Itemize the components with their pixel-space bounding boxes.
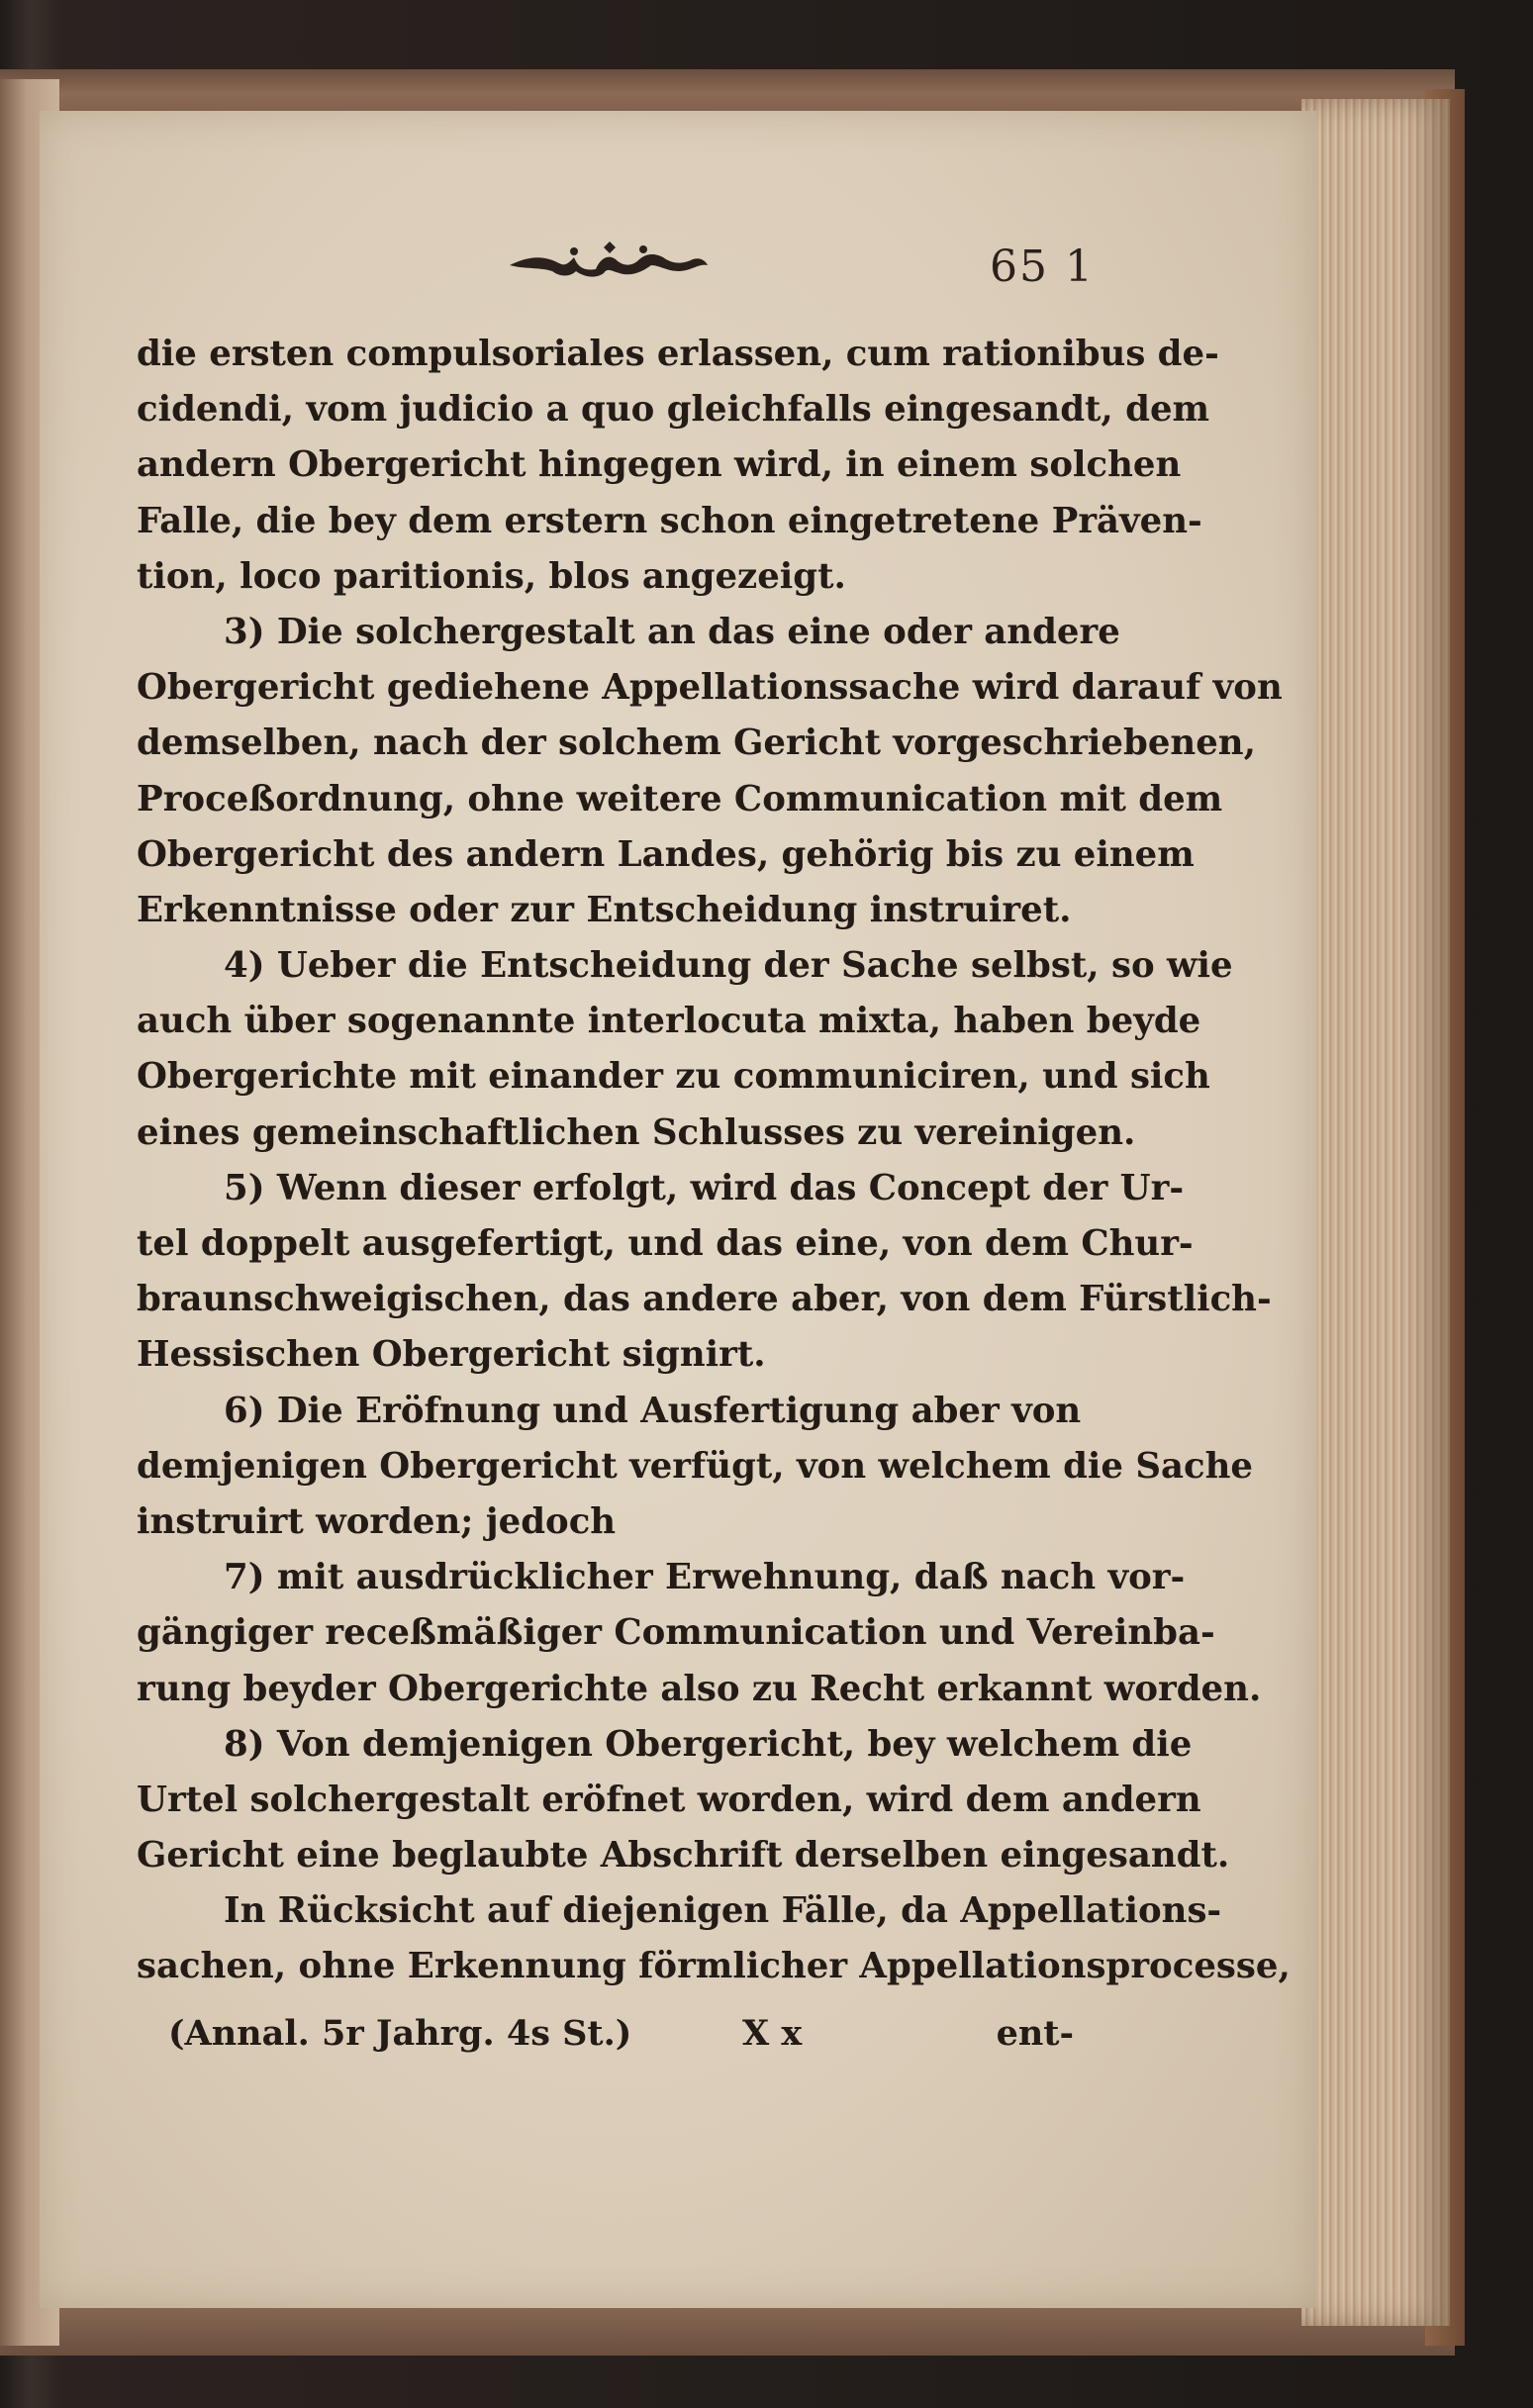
text-line: cidendi, vom judicio a quo gleichfalls eingesandt, dem [137, 389, 1210, 431]
text-line: 3) Die solchergestalt an das eine oder andere [224, 611, 1120, 652]
text-line: die ersten compulsoriales erlassen, cum rationibus de- [137, 334, 1219, 374]
page-footer [168, 2005, 1074, 2061]
text-line: Obergericht gediehene Appellationssache wird darauf von [137, 667, 1283, 709]
text-line: rung beyder Obergerichte also zu Recht erkannt worden. [137, 1668, 1262, 1709]
text-line: tel doppelt ausgefertigt, und das eine, von dem Chur- [137, 1223, 1194, 1264]
text-line: Obergerichte mit einander zu communiciren, und sich [137, 1056, 1210, 1098]
ornament-icon [505, 238, 713, 287]
text-line: 7) mit ausdrücklicher Erwehnung, daß nach vor- [224, 1557, 1186, 1598]
text-line: andern Obergericht hingegen wird, in einem solchen [137, 444, 1182, 486]
text-line: 6) Die Eröfnung und Ausfertigung aber von [224, 1390, 1082, 1431]
text-line: Urtel solchergestalt eröfnet worden, wird dem andern [137, 1779, 1201, 1820]
text-line: eines gemeinschaftlichen Schlusses zu vereinigen. [137, 1111, 1136, 1153]
text-line: In Rücksicht auf diejenigen Fälle, da Appellations- [224, 1890, 1222, 1932]
text-line: 8) Von demjenigen Obergericht, bey welchem die [224, 1723, 1193, 1765]
text-line: Obergericht des andern Landes, gehörig bis zu einem [137, 833, 1195, 875]
text-line: auch über sogenannte interlocuta mixta, haben beyde [137, 1001, 1201, 1042]
page-number: 65 1 [990, 241, 1095, 292]
text-line: demselben, nach der solchem Gericht vorgeschriebenen, [137, 722, 1256, 764]
text-line: tion, loco paritionis, blos angezeigt. [137, 555, 846, 597]
catchword: ent- [996, 2013, 1074, 2054]
page-stack-edge [1301, 99, 1450, 2326]
signature-mark: X x [742, 2013, 803, 2054]
text-line: demjenigen Obergericht verfügt, von welchem die Sache [137, 1445, 1253, 1487]
text-line: braunschweigischen, das andere aber, von dem Fürstlich- [137, 1279, 1272, 1320]
text-line: 5) Wenn dieser erfolgt, wird das Concept der Ur- [224, 1167, 1185, 1208]
text-line: instruirt worden; jedoch [137, 1500, 617, 1542]
text-line: Proceßordnung, ohne weitere Communication mit dem [137, 778, 1223, 819]
text-line: gängiger receßmäßiger Communication und Vereinba- [137, 1612, 1215, 1654]
source-reference: (Annal. 5r Jahrg. 4s St.) [168, 2013, 632, 2054]
text-line: Hessischen Obergericht signirt. [137, 1334, 766, 1376]
text-line: Falle, die bey dem erstern schon eingetretene Präven- [137, 500, 1202, 541]
text-line: Gericht eine beglaubte Abschrift derselben eingesandt. [137, 1835, 1230, 1877]
text-line: 4) Ueber die Entscheidung der Sache selbst, so wie [224, 945, 1233, 987]
text-line: sachen, ohne Erkennung förmlicher Appellationsprocesse, [137, 1946, 1291, 1987]
text-line: Erkenntnisse oder zur Entscheidung instruiret. [137, 889, 1072, 930]
text-body [137, 327, 1291, 1995]
